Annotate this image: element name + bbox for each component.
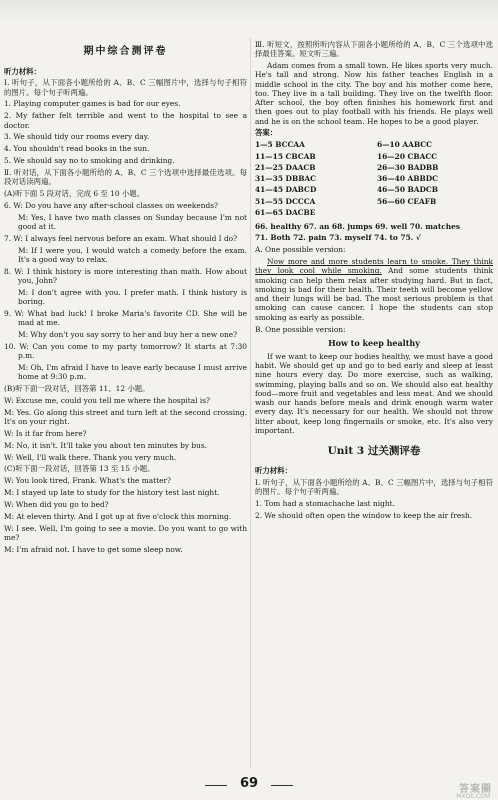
essay-a [255,257,493,322]
essay-b-title: How to keep healthy [328,337,420,348]
exam-title: 期中综合测评卷 [83,46,168,57]
unit-sentence-1: 1. Tom had a stomachache last night. [255,499,395,509]
version-a-label: A. One possible version: [255,245,346,255]
version-b-label: B. One possible version: [255,324,346,334]
fill-answers-1: 66. healthy 67. an 68. jumps 69. well 70. matches [255,221,460,231]
answer-range: 6—10 AABCC [377,140,433,150]
dialog-line: 10. W: Can you come to my party tomorrow? It starts at 7:30 p.m. [4,341,247,361]
sentence-1: 1. Playing computer games is bad for our eyes. [4,99,181,109]
sentence-4: 4. You shouldn't read books in the sun. [4,144,150,154]
watermark-logo: 答案圈 [459,783,492,795]
sentence-2: 2. My father felt terrible and went to the hospital to see a doctor. [4,111,247,130]
answer-range: 56—60 CEAFB [377,196,437,206]
part-b-heading: (B)听下面一段对话，回答第 11、12 小题。 [4,384,150,394]
answer-range [377,208,493,217]
dialog-line: 7. W: I always feel nervous before an exam. What should I do? [4,233,238,243]
essay-a-topic-sentence: Now more and more students learn to smoke. They think they look cool while smoking. [255,257,493,276]
sentence-5: 5. We should say no to smoking and drinking. [4,156,175,166]
answer-range: 26—30 BADBB [377,162,439,172]
dialog-line: W: Is it far from here? [4,428,87,438]
part-a-heading: (A)听下面 5 段对话，完成 6 至 10 小题。 [4,189,145,198]
section3-intro: Ⅲ. 听短文，按照所听内容从下面各小题所给的 A、B、C 三个选项中选择最佳答案。短文听三遍。 [255,40,493,59]
dialog-line: W: When did you go to bed? [4,499,109,509]
section2-intro: Ⅱ. 听对话，从下面各小题所给的 A、B、C 三个选项中选择最佳选项。每段对话读两遍。 [4,167,247,187]
answer-range: 51—55 DCCCA [255,196,316,206]
watermark-url: MXQE.COM [456,792,490,800]
answer-range: 21—25 DAACB [255,162,316,172]
unit-section1-intro: Ⅰ. 听句子，从下面各小题所给的 A、B、C 三幅图片中，选择与句子相符的图片。每个句子听两遍。 [255,477,493,497]
dialog-line: M: I don't agree with you. I prefer math. I think history is boring. [18,287,247,307]
dialog-line: M: I'm afraid not. I have to get some sleep now. [4,544,183,554]
fill-answers-2: 71. Both 72. pain 73. myself 74. to 75. √ [255,233,421,243]
essay-b: If we want to keep our bodies healthy, we must have a good habit. We should get up and go to bed early and sleep at least nine hours every day. Do more exercise, such as walking, swimming, playing balls and so on. We should also eat healthy food—more fruit and vegetables and less meat. And we should wash our hands before meals and drink enough warm water every day. It's necessary for our health. We should not throw litter about, keep long fingernails or smoke, etc. It's also very important. [255,351,493,435]
listening-label: 听力材料： [4,66,41,76]
answer-range: 11—15 CBCAB [255,151,316,161]
unit-listening-label: 听力材料： [255,466,292,476]
answer-range: 41—45 DABCD [255,185,317,195]
section1-intro: Ⅰ. 听句子，从下面各小题所给的 A、B、C 三幅图片中，选择与句子相符的图片。每个句子听两遍。 [4,78,247,97]
answers-label: 答案： [255,128,278,138]
scan-top-band [0,0,498,22]
dialog-line: W: Excuse me, could you tell me where the hospital is? [4,395,211,405]
dialog-line: M: If I were you, I would watch a comedy before the exam. It's a good way to relax. [18,245,247,264]
unit-title: Unit 3 过关测评卷 [327,445,421,457]
dialog-line: W: I see. Well, I'm going to see a movie. Do you want to go with me? [4,523,247,542]
answer-range: 36—40 ABBDC [377,174,439,184]
dialog-line: M: Why don't you say sorry to her and buy her a new one? [18,330,238,339]
dialog-line: M: Yes, I have two math classes on Sunday because I'm not good at it. [18,212,247,231]
essay-a-body: And some students think smoking can help them relax after studying hard. But in fact, smoking is bad for their health. Their teeth will become yellow and their lungs will be bad. The most serious problem is that smoking can cause cancer. I hope the students can stop smoking as early as possible. [255,266,493,322]
dialog-line: M: At eleven thirty. And I got up at five o'clock this morning. [4,511,232,521]
answer-range: 1—5 BCCAA [255,140,305,150]
page-number: 69 [239,776,259,791]
answer-key-grid [255,140,493,219]
dialog-line: 6. W: Do you have any after-school classes on weekends? [4,200,218,210]
dialog-line: M: Oh, I'm afraid I have to leave early because I must arrive home at 9:30 p.m. [18,362,247,382]
listening-passage: Adam comes from a small town. He likes sports very much. He's tall and strong. Now his father teaches English in a middle school in the city. The boy and his mother come here, too. They live in a tall building. They live on the twelfth floor. After school, the boy often finishes his homework first and then goes out to play football with his friends. He plays well and he is on the school team. He hopes to be a good player. [255,61,493,126]
unit-sentence-2: 2. We should often open the window to keep the air fresh. [255,510,473,520]
dialog-line: 8. W: I think history is more interesting than math. How about you, John? [4,266,247,285]
dialog-line: W: Well, I'll walk there. Thank you very much. [4,452,177,462]
answer-range: 46—50 BADCB [377,185,439,195]
answer-range: 31—35 DBBAC [255,174,317,184]
answer-range: 61—65 DACBE [255,207,316,217]
answer-range: 16—20 CBACC [377,151,438,161]
part-c-heading: (C)听下面一段对话，回答第 13 至 15 小题。 [4,464,155,474]
dialog-line: M: No, it isn't. It'll take you about ten minutes by bus. [4,440,208,450]
dialog-line: M: Yes. Go along this street and turn left at the second crossing. It's on your right. [4,407,247,426]
dialog-line: 9. W: What bad luck! I broke Maria's favorite CD. She will be mad at me. [4,308,247,328]
right-column [255,40,493,770]
dialog-line: M: I stayed up late to study for the history test last night. [4,488,220,498]
column-divider [250,38,251,768]
dialog-line: W: You look tired, Frank. What's the matter? [4,476,171,486]
left-column [4,40,247,770]
sentence-3: 3. We should tidy our rooms every day. [4,132,150,142]
